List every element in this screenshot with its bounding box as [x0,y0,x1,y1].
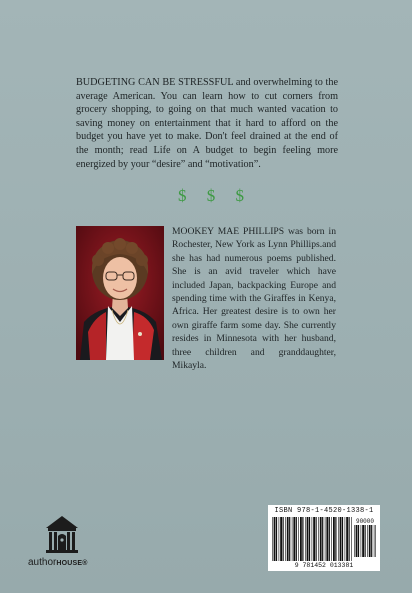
barcode-stripe [289,517,290,561]
barcode-stripe [331,517,332,561]
barcode-stripe [329,517,330,561]
barcode-stripe [367,525,368,557]
barcode-stripe [351,517,352,561]
barcode-stripe [318,517,319,561]
barcode-stripe [326,517,328,561]
barcode-stripe [307,517,309,561]
publisher-name: authorHOUSE® [28,557,88,568]
barcode-stripe [356,525,358,557]
barcode-bars [272,517,352,561]
barcode-stripe [320,517,322,561]
barcode-stripe [302,517,303,561]
price-barcode-bars [354,517,376,557]
isbn-text: ISBN 978-1-4520-1338-1 [274,507,374,515]
barcode-stripe [272,517,273,561]
blurb-lead: BUDGETING CAN BE STRESSFUL [76,77,234,88]
barcode-stripe [283,517,284,561]
authorhouse-house-icon [42,512,82,554]
barcode-stripe [313,517,315,561]
barcode-stripe [293,517,295,561]
barcode-stripe [285,517,286,561]
barcode-stripe [325,517,326,561]
barcode-stripe [358,525,359,557]
barcode-stripe [312,517,313,561]
barcode-stripe [333,517,335,561]
barcode-stripe [375,525,376,557]
book-blurb [76,76,338,171]
barcode-stripe [340,517,342,561]
barcode-stripe [346,517,348,561]
barcode-stripe [335,517,336,561]
author-photo [76,226,164,360]
barcode-stripe [361,525,362,557]
barcode-stripe [342,517,343,561]
barcode-stripe [371,525,372,557]
barcode-numbers: 9 781452 013381 [294,562,354,569]
barcode-stripe [280,517,282,561]
barcode-stripe [296,517,297,561]
barcode-stripe [274,517,276,561]
barcode-stripe [276,517,277,561]
barcode-stripe [279,517,280,561]
publisher-logo [28,512,118,572]
price-code: 90000 [355,518,375,525]
barcode-stripe [369,525,371,557]
barcode-stripe [354,525,355,557]
author-bio: MOOKEY MAE PHILLIPS was born in Rochester, New York as Lynn Phillips.and she has had numerous poems published. She is an avid traveler which have included Japan, backpacking Europe and spending time with the Giraffes in Kenya, Africa. Her greatest desire is to own her own giraffe farm some day. She currently resides in Minnesota with her husband, three children and granddaughter, Mikayla. [172,226,336,372]
barcode-stripe [338,517,339,561]
blurb-text: and overwhelming to the average American. You can learn how to cut corners from grocery shopping, to going on that much wanted vacation to saving money on entertainment that it hard to afford on the budget you have yet to make. Don't feel drained at the end of the month; read Life on A budget to begin feeling more energized by your “desire” and “motivation”. [76,77,338,170]
barcode-stripe [309,517,310,561]
barcode-stripe [298,517,299,561]
barcode-stripe [300,517,302,561]
barcode-stripe [365,525,366,557]
barcode-stripe [374,525,375,557]
isbn-barcode [268,505,380,571]
barcode-stripe [349,517,350,561]
dollar-signs: $ $ $ [178,186,252,205]
barcode-stripe [322,517,323,561]
barcode-stripe [362,525,364,557]
barcode-stripe [305,517,306,561]
barcode-stripe [345,517,346,561]
barcode-stripe [292,517,293,561]
barcode-stripe [287,517,289,561]
barcode-stripe [316,517,317,561]
